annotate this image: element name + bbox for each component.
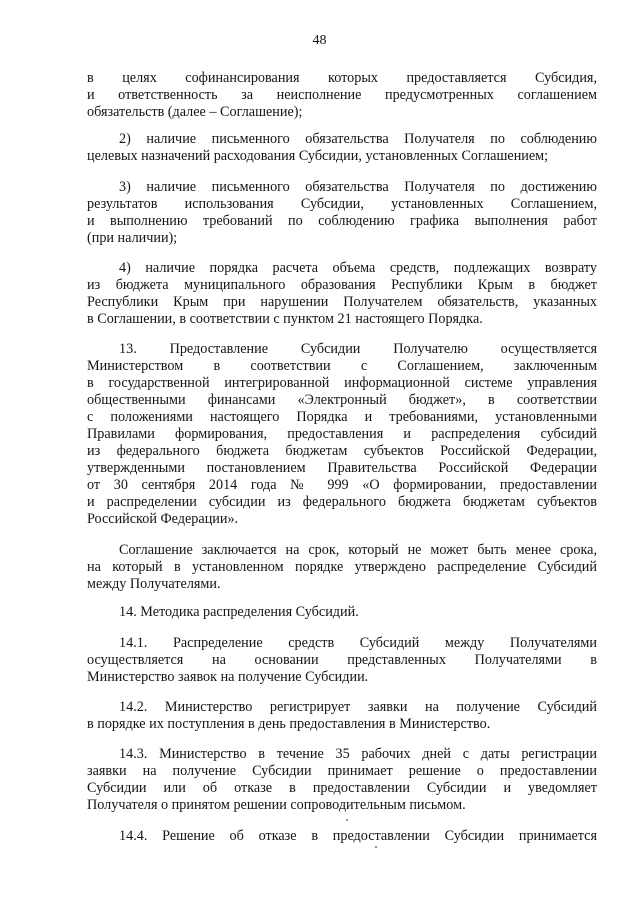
text-line: Субсидии или об отказе в предоставлении Субсидии и уведомляет [87,780,597,796]
text-line: Министерство заявок на получение Субсидии. [87,669,369,685]
text-line: и распределении субсидии из федерального бюджета бюджетам субъектов [87,494,597,510]
section-heading: 14. Методика распределения Субсидий. [119,604,359,620]
text-line: в целях софинансирования которых предоставляется Субсидия, [87,70,597,86]
scan-speck [346,819,348,821]
text-line: Получателя о принятом решении сопроводительным письмом. [87,797,466,813]
text-line: от 30 сентября 2014 года № 999 «О формировании, предоставлении [87,477,597,493]
text-line: результатов использования Субсидии, установленных Соглашением, [87,196,597,212]
text-line: общественными финансами «Электронный бюджет», в соответствии [87,392,597,408]
page-number: 48 [312,33,327,48]
text-line: 14.2. Министерство регистрирует заявки на получение Субсидий [119,699,597,715]
text-line: обязательств (далее – Соглашение); [87,104,303,120]
text-line: между Получателями. [87,576,221,592]
text-line: из бюджета муниципального образования Республики Крым в бюджет [87,277,597,293]
text-line: из федерального бюджета бюджетам субъектов Российской Федерации, [87,443,597,459]
scan-speck [375,846,377,848]
text-line: Республики Крым при нарушении Получателем обязательств, указанных [87,294,597,310]
text-line: Правилами формирования, предоставления и распределения субсидий [87,426,597,442]
text-line: 14.3. Министерство в течение 35 рабочих дней с даты регистрации [119,746,597,762]
text-line: в государственной интегрированной информационной системе управления [87,375,597,391]
text-line: и выполнению требований по соблюдению графика выполнения работ [87,213,597,229]
text-line: в Соглашении, в соответствии с пунктом 21 настоящего Порядка. [87,311,483,327]
text-line: 13. Предоставление Субсидии Получателю осуществляется [119,341,597,357]
text-line: заявки на получение Субсидии принимает решение о предоставлении [87,763,597,779]
text-line: Российской Федерации». [87,511,239,527]
text-line: 4) наличие порядка расчета объема средств, подлежащих возврату [119,260,597,276]
text-line: целевых назначений расходования Субсидии, установленных Соглашением; [87,148,549,164]
text-line: Соглашение заключается на срок, который не может быть менее срока, [119,542,597,558]
text-line: (при наличии); [87,230,178,246]
text-line: Министерством в соответствии с Соглашением, заключенным [87,358,597,374]
text-line: 14.1. Распределение средств Субсидий между Получателями [119,635,597,651]
text-line: с положениями настоящего Порядка и требованиями, установленными [87,409,597,425]
text-line: на который в установленном порядке утверждено распределение Субсидий [87,559,597,575]
text-line: в порядке их поступления в день предоставления в Министерство. [87,716,491,732]
text-line: 3) наличие письменного обязательства Получателя по достижению [119,179,597,195]
text-line: утвержденными постановлением Правительства Российской Федерации [87,460,597,476]
text-line: 14.4. Решение об отказе в предоставлении Субсидии принимается [119,828,597,844]
text-line: осуществляется на основании представленных Получателями в [87,652,597,668]
text-line: и ответственность за неисполнение предусмотренных соглашением [87,87,597,103]
text-line: 2) наличие письменного обязательства Получателя по соблюдению [119,131,597,147]
